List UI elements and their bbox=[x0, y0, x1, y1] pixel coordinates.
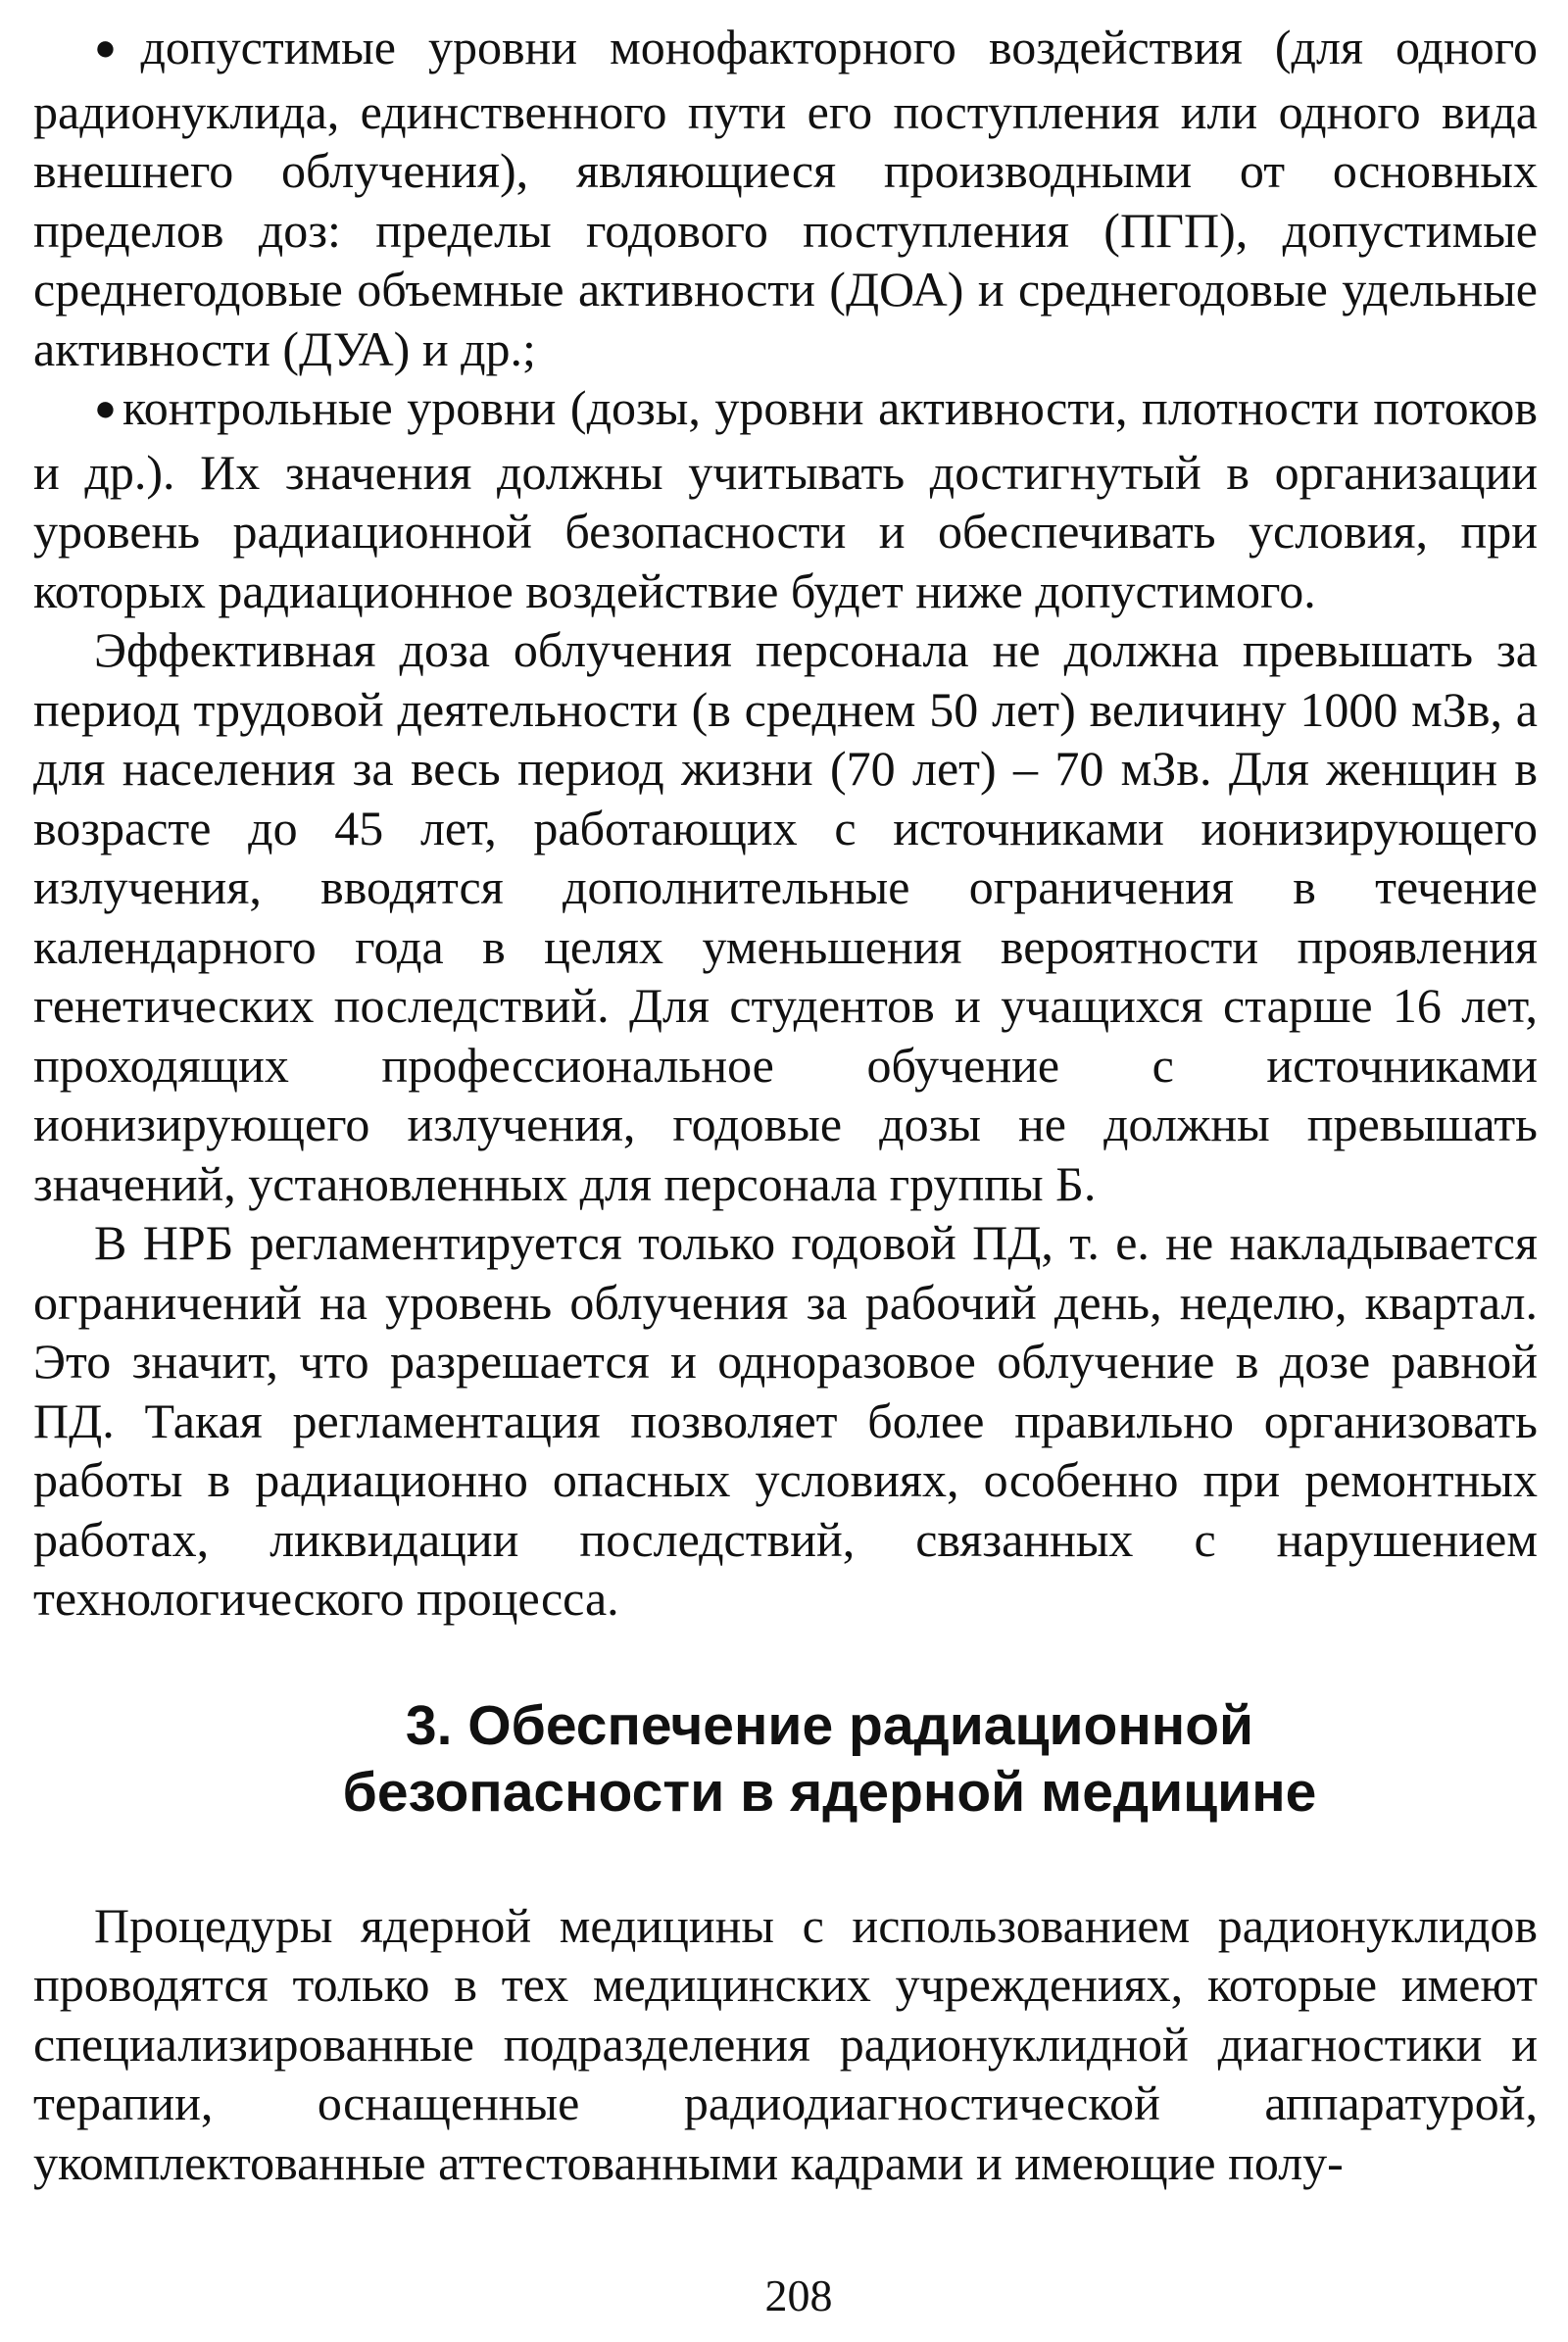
bullet-item bbox=[33, 18, 1538, 378]
bullet-icon: ● bbox=[94, 27, 137, 69]
page-number: 208 bbox=[764, 2270, 833, 2320]
document-page bbox=[33, 18, 1538, 2320]
bullet-text: контрольные уровни (дозы, уровни активности, плотности потоков и др.). Их значения должны учитывать достигнутый в организации уровень радиационной безопасности и обеспечивать условия, при которых радиационное воздействие будет ниже допустимого. bbox=[33, 380, 1538, 618]
section-paragraph: Процедуры ядерной медицины с использованием радионуклидов проводятся только в тех медицинских учреждениях, которые имеют специализированные подразделения радионуклидной диагностики и терапии, оснащенные радиодиагностической аппаратурой, укомплектованные аттестованными кадрами и имеющие полу- bbox=[33, 1897, 1538, 2190]
section-heading bbox=[33, 1692, 1538, 1826]
paragraph: Эффективная доза облучения персонала не должна превышать за период трудовой деятельности (в среднем 50 лет) величину 1000 мЗв, а для населения за весь период жизни (70 лет) – 70 мЗв. Для женщин в возрасте до 45 лет, работающих с источниками ионизирующего излучения, вводятся дополнительные ограничения в течение календарного года в целях уменьшения вероятности проявления генетических последствий. Для студентов и учащихся старше 16 лет, проходящих профессиональное обучение с источниками ионизирующего излучения, годовые дозы не должны превышать значений, установленных для персонала группы Б. bbox=[33, 622, 1538, 1211]
section-heading-line: 3. Обеспечение радиационной bbox=[405, 1693, 1254, 1757]
bullet-item bbox=[33, 378, 1538, 620]
paragraph: В НРБ регламентируется только годовой ПД, т. е. не накладывается ограничений на уровень облучения за рабочий день, неделю, квартал. Это значит, что разрешается и одноразовое облучение в дозе равной ПД. Такая регламентация позволяет более правильно организовать работы в радиационно опасных условиях, особенно при ремонтных работах, ликвидации последствий, связанных с нарушением технологического процесса. bbox=[33, 1215, 1538, 1626]
bullet-icon: ● bbox=[94, 388, 120, 429]
section-heading-line: безопасности в ядерной медицине bbox=[342, 1760, 1317, 1824]
bullet-text: допустимые уровни монофакторного воздействия (для одного радионуклида, единственного пути его поступления или одного вида внешнего облучения), являющиеся производными от основных пределов доз: пределы годового поступления (ПГП), допустимые среднегодовые объемные активности (ДОА) и среднегодовые удельные активности (ДУА) и др.; bbox=[33, 20, 1538, 376]
